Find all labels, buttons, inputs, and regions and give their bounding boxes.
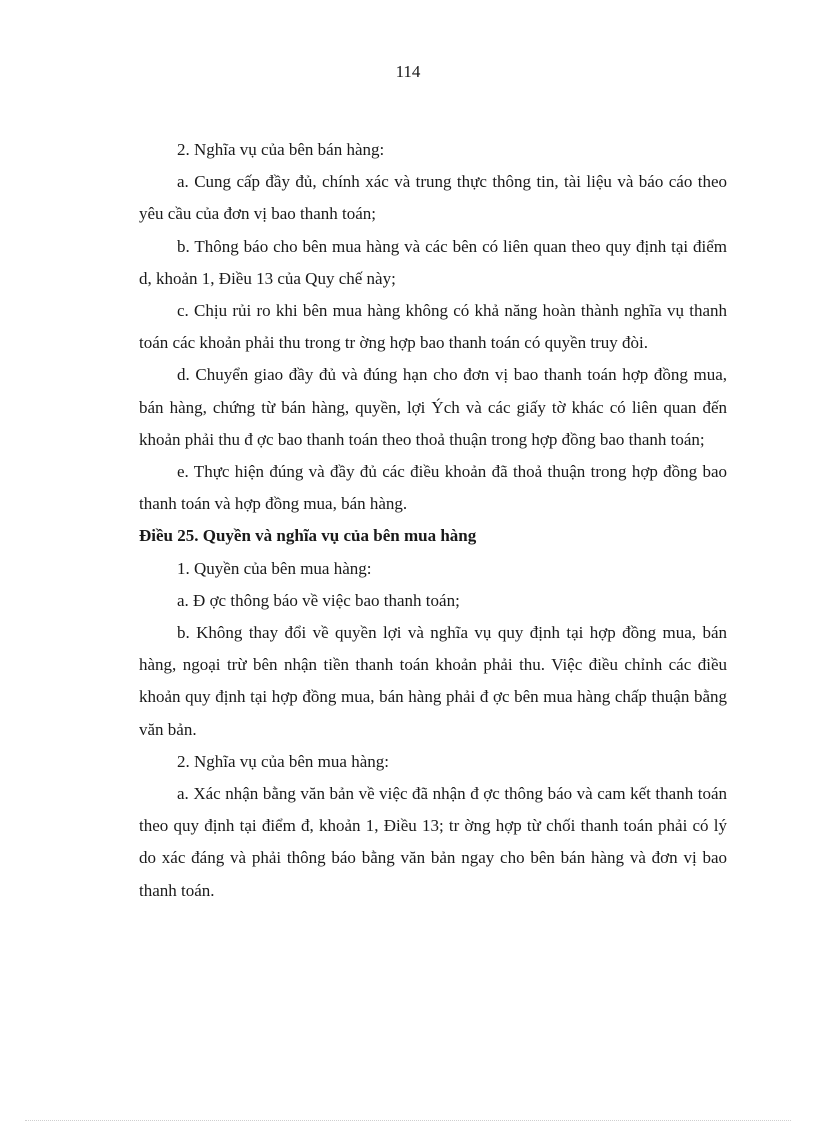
document-body	[139, 134, 727, 907]
paragraph-buyer-obligations-heading: 2. Nghĩa vụ của bên mua hàng:	[177, 751, 389, 771]
paragraph-seller-obligation-d: d. Chuyển giao đầy đủ và đúng hạn cho đơn vị bao thanh toán hợp đồng mua, bán hàng, chứng từ bán hàng, quyền, lợi Ých và các giấy tờ khác có liên quan đến khoản phải thu đ ợc bao thanh toán theo thoả thuận trong hợp đồng bao thanh toán;	[139, 365, 727, 449]
paragraph-seller-obligation-b: b. Thông báo cho bên mua hàng và các bên có liên quan theo quy định tại điểm d, khoản 1, Điều 13 của Quy chế này;	[139, 236, 727, 288]
paragraph-seller-obligation-c: c. Chịu rủi ro khi bên mua hàng không có khả năng hoàn thành nghĩa vụ thanh toán các khoản phải thu trong tr ờng hợp bao thanh toán có quyền truy đòi.	[139, 301, 727, 353]
paragraph-seller-obligations-heading: 2. Nghĩa vụ của bên bán hàng:	[177, 140, 385, 159]
paragraph-seller-obligation-a: a. Cung cấp đầy đủ, chính xác và trung thực thông tin, tài liệu và báo cáo theo yêu cầu của đơn vị bao thanh toán;	[139, 172, 727, 224]
page-number: 114	[395, 62, 421, 81]
paragraph-buyer-obligation-a: a. Xác nhận bằng văn bản về việc đã nhận đ ợc thông báo và cam kết thanh toán theo quy định tại điểm đ, khoản 1, Điều 13; tr ờng hợp từ chối thanh toán phải có lý do xác đáng và phải thông báo bằng văn bản ngay cho bên bán hàng và đơn vị bao thanh toán.	[139, 784, 727, 900]
paragraph-seller-obligation-e: e. Thực hiện đúng và đầy đủ các điều khoản đã thoả thuận trong hợp đồng bao thanh toán và hợp đồng mua, bán hàng.	[139, 462, 727, 514]
footer-divider	[25, 1120, 791, 1121]
paragraph-buyer-rights-heading: 1. Quyền của bên mua hàng:	[177, 558, 372, 578]
paragraph-buyer-right-a: a. Đ ợc thông báo về việc bao thanh toán;	[177, 590, 460, 610]
paragraph-buyer-right-b: b. Không thay đổi về quyền lợi và nghĩa vụ quy định tại hợp đồng mua, bán hàng, ngoại trừ bên nhận tiền thanh toán khoản phải thu. Việc điều chỉnh các điều khoản quy định tại hợp đồng mua, bán hàng phải đ ợc bên mua hàng chấp thuận bằng văn bản.	[139, 623, 727, 739]
article-25-heading: Điều 25. Quyền và nghĩa vụ của bên mua hàng	[139, 526, 477, 546]
